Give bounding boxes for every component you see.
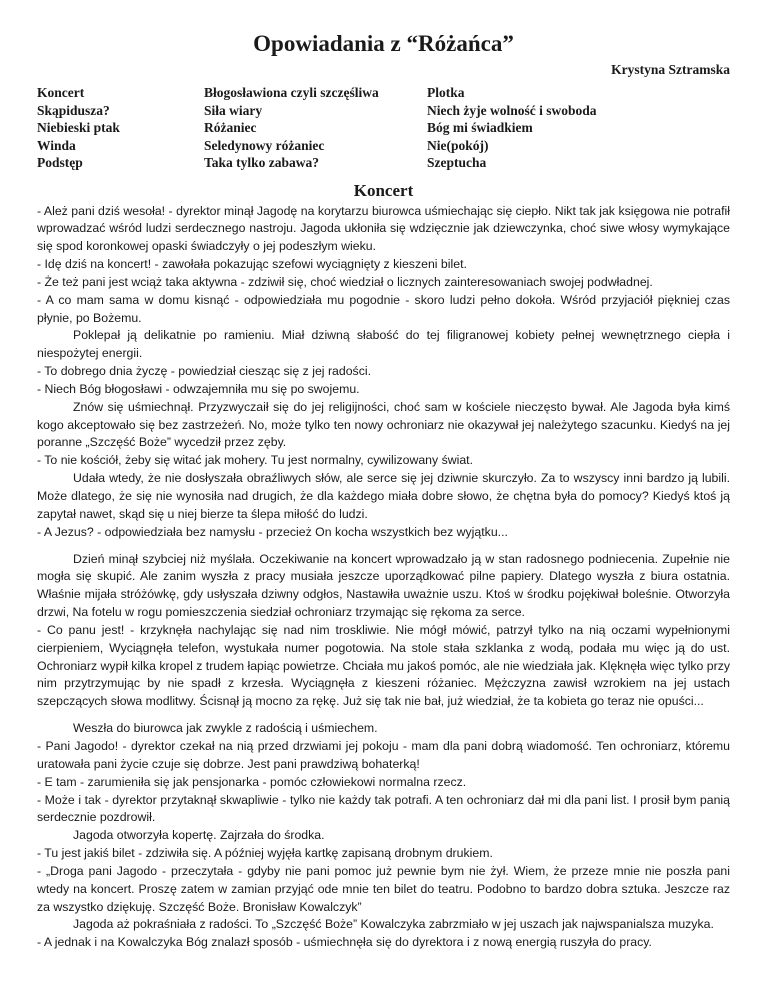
toc-item: Podstęp: [37, 155, 83, 170]
story-paragraph: - Pani Jagodo! - dyrektor czekał na nią przed drzwiami jej pokoju - mam dla pani dobrą wiadomość. Ten ochroniarz, któremu uratowała pani życie czuje się dobrze. Jest pani prawdziwą bohaterką!: [37, 738, 730, 771]
toc-item: Niech żyje wolność i swoboda: [427, 102, 597, 118]
story-paragraph: - To dobrego dnia życzę - powiedział ciesząc się z jej radości.: [37, 364, 371, 379]
toc-item: Różaniec: [204, 120, 257, 135]
story-paragraph: - A jednak i na Kowalczyka Bóg znalazł sposób - uśmiechnęła się do dyrektora i z nową energią ruszyła do pracy.: [37, 935, 652, 950]
story-paragraph: Weszła do biurowca jak zwykle z radością i uśmiechem.: [73, 721, 378, 736]
toc-item: Nie(pokój): [427, 137, 489, 153]
story-paragraph: Udała wtedy, że nie dosłyszała obraźliwych słów, ale serce się jej dziwnie skurczyło. Za to wszyscy inni bardzo ją lubili. Może dlatego, że się nie wynosiła nad drugich, że dla każdego miała dobre słowo, że chętna była do pomocy? Kiedyś ktoś ją zapytał nawet, skąd się u niej bierze ta ślepa miłość do ludzi.: [37, 471, 730, 521]
story-paragraph: - Co panu jest! - krzyknęła nachylając się nad nim troskliwie. Nie mógł mówić, patrzył tylko na nią oczami wypełnionymi cierpieniem, Wyciągnęła telefon, wystukała numer pogotowia. Na stole stała szklanka z wodą, podała mu więc ją do ust. Ochroniarz wypił kilka kropel z trudem łapiąc powietrze. Chciała mu jakoś pomóc, ale nie wiedziała jak. Klęknęła więc tylko przy nim przytrzymując by nie spadł z krzesła. Wyciągnęła z kieszeni różaniec. Mężczyzna zawisł wzrokiem na jej ustach szepczących słowa modlitwy. Ścisnął ją mocno za rękę. Już się tak nie bał, już wiedział, że ta kobieta go teraz nie opuści...: [37, 622, 731, 709]
story-paragraph: - Niech Bóg błogosławi - odwzajemniła mu się po swojemu.: [37, 381, 360, 396]
toc-item: Seledynowy różaniec: [204, 137, 325, 153]
toc-item: Winda: [37, 137, 76, 153]
toc-column-1: [37, 84, 204, 172]
toc-item: Plotka: [427, 85, 465, 100]
toc-item: Niebieski ptak: [37, 120, 120, 135]
toc-item: Koncert: [37, 85, 85, 100]
story-paragraph: Znów się uśmiechnął. Przyzwyczaił się do jej religijności, choć sam w kościele nieczęsto bywał. Ale Jagoda była kimś kogo akceptowało się bez zastrzeżeń. No, może tylko ten nowy ochroniarz nie okazywał jej należytego szacunku. Kiedyś na jej poranne „Szczęść Boże” wycedził przez zęby.: [37, 399, 730, 450]
toc-item: Bóg mi świadkiem: [427, 120, 533, 135]
story-paragraph: - Ależ pani dziś wesoła! - dyrektor minął Jagodę na korytarzu biurowca uśmiechając się ciepło. Nikt tak jak księgowa nie potrafił wprowadzać wśród ludzi serdecznego nastroju. Jagoda ukłoniła się wdzięcznie jak dziewczynka, choć siwe włosy wymykające się spod koronkowej opaski świadczyły o jej podeszłym wieku.: [37, 203, 730, 254]
story-paragraph: - Że też pani jest wciąż taka aktywna - zdziwił się, choć wiedział o licznych zainteresowaniach swojej podwładnej.: [37, 274, 653, 289]
story-body: [37, 203, 730, 953]
toc-column-3: [427, 84, 727, 172]
toc-item: Szeptucha: [427, 155, 487, 170]
story-paragraph: - A Jezus? - odpowiedziała bez namysłu - przecież On kocha wszystkich bez wyjątku...: [37, 524, 508, 539]
toc-item: Skąpidusza?: [37, 102, 110, 118]
toc-item: Siła wiary: [204, 102, 263, 118]
story-paragraph: Jagoda aż pokraśniała z radości. To „Szczęść Boże” Kowalczyka zabrzmiało w jej uszach jak najwspanialsza muzyka.: [73, 917, 714, 932]
story-paragraph: - Tu jest jakiś bilet - zdziwiła się. A później wyjęła kartkę zapisaną drobnym drukiem.: [37, 846, 493, 861]
story-paragraph: Poklepał ją delikatnie po ramieniu. Miał dziwną słabość do tej filigranowej kobiety pełnej wewnętrznego ciepła i niespożytej energii.: [37, 328, 730, 361]
story-paragraph: - E tam - zarumieniła się jak pensjonarka - pomóc człowiekowi normalna rzecz.: [37, 774, 467, 789]
author-name: Krystyna Sztramska: [611, 62, 730, 77]
story-paragraph: - A co mam sama w domu kisnąć - odpowiedziała mu pogodnie - skoro ludzi pełno dokoła. Wśród przyjaciół piękniej czas płynie, po Bożemu.: [37, 292, 730, 325]
toc-item: Błogosławiona czyli szczęśliwa: [204, 85, 379, 100]
story-paragraph: Dzień minął szybciej niż myślała. Oczekiwanie na koncert wprowadzało ją w stan radosnego podniecenia. Zupełnie nie mogła się skupić. Ale zanim wyszła z pracy musiała jeszcze uporządkować pilne papiery. Dlatego wyszła z biura ostatnia. Właśnie mijała stróżówkę, gdy usłyszała dziwny odgłos, Nastawiła uważnie uszu. Ktoś w środku pojękiwał boleśnie. Otworzyła drzwi, Na fotelu w rogu pomieszczenia siedział ochroniarz trzymając się rękoma za serce.: [37, 551, 730, 620]
story-paragraph: - Idę dziś na koncert! - zawołała pokazując szefowi wyciągnięty z kieszeni bilet.: [37, 257, 467, 272]
story-paragraph: - To nie kościół, żeby się witać jak mohery. Tu jest normalny, cywilizowany świat.: [37, 453, 474, 468]
story-paragraph: - Może i tak - dyrektor przytaknął skwapliwie - tylko nie każdy tak potrafi. A ten ochroniarz dał mi dla pani list. I prosił bym panią serdecznie pozdrowił.: [37, 792, 730, 825]
toc-column-2: [204, 84, 427, 172]
table-of-contents: [37, 84, 730, 172]
story-paragraph: Jagoda otworzyła kopertę. Zajrzała do środka.: [73, 828, 325, 843]
story-paragraph: - „Droga pani Jagodo - przeczytała - gdyby nie pani pomoc już pewnie bym nie żył. Wiem, że przeze mnie nie poszła pani wtedy na koncert. Proszę zatem w zamian przyjąć ode mnie ten bilet do teatru. Podobno to bardzo dobra sztuka. Jeszcze raz za wszystko dziękuję. Szczęść Boże. Bronisław Kowalczyk”: [37, 863, 730, 914]
toc-item: Taka tylko zabawa?: [204, 155, 320, 170]
story-title: Koncert: [353, 180, 414, 200]
document-title: Opowiadania z “Różańca”: [253, 31, 514, 56]
